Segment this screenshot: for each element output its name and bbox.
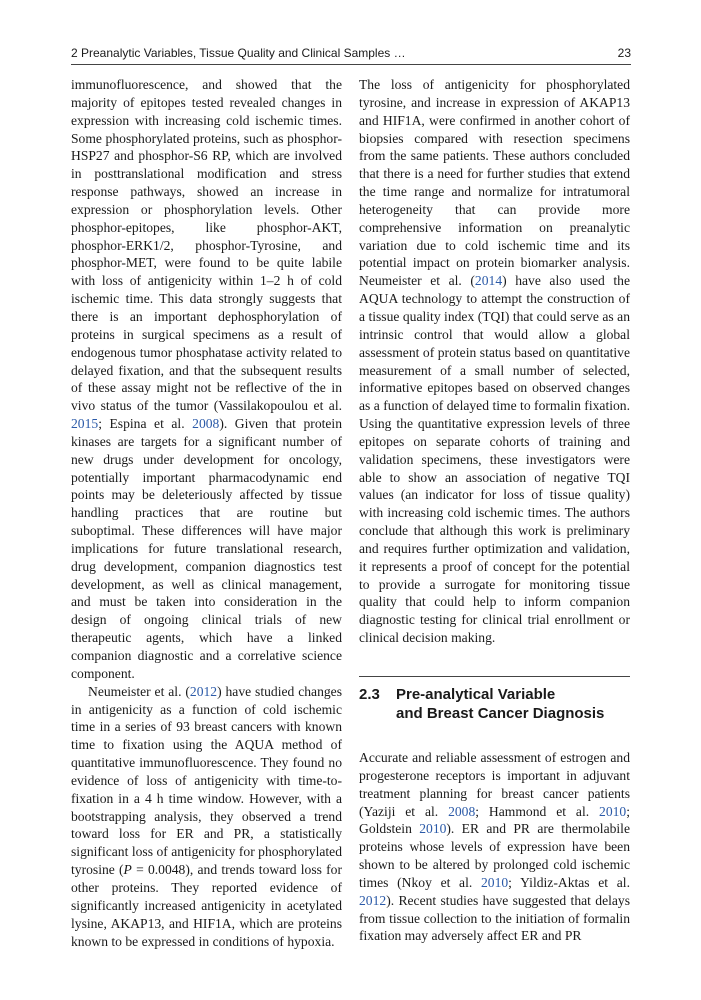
text-run: ; Espina et al. — [98, 416, 193, 432]
text-run: ; Hammond et al. — [475, 803, 600, 819]
paragraph-left-2 — [71, 683, 342, 951]
text-run: The loss of antigenicity for phosphorylated tyrosine, and increase in expression of AKAP13 and HIF1A, were confirmed in another cohort of biopsies compared with resection specimens from the same patients. These authors concluded that there is a need for further studies that extend the time range and normalize for intratumoral heterogeneity that can provide more comprehensive information on preanalytic variation due to cold ischemic time and its potential impact on protein biomarker analysis. Neumeister et al. ( — [359, 77, 630, 289]
text-run: Accurate and reliable assessment of estrogen and progesterone receptors is important in adjuvant treatment planning for breast cancer patients (Yaziji et al. — [359, 750, 630, 819]
paragraph-left-1 — [71, 76, 342, 683]
text-run: ). ER and PR are thermolabile proteins whose levels of expression have been shown to be altered by prolonged cold ischemic times (Nkoy et al. — [359, 821, 630, 890]
paragraph-right-1 — [359, 76, 630, 647]
p-value-symbol: P — [123, 862, 132, 878]
citation-link[interactable]: 2010 — [419, 821, 447, 837]
right-column — [359, 76, 630, 945]
section-title-line2: and Breast Cancer Diagnosis — [396, 705, 605, 722]
citation-link[interactable]: 2012 — [189, 683, 218, 699]
running-title: 2 Preanalytic Variables, Tissue Quality and Clinical Samples … — [71, 46, 406, 60]
text-run: Neumeister et al. ( — [88, 683, 190, 699]
section-heading — [359, 676, 630, 723]
text-run: = 0.0048), and trends toward loss for other proteins. They reported evidence of significantly increased antigenicity in acetylated lysine, AKAP13, and HIF1A, which are proteins known to be expressed in conditions of hypoxia. — [71, 862, 342, 949]
text-run: ). Recent studies have suggested that delays from tissue collection to the initiation of formalin fixation may adversely affect ER and PR — [359, 892, 630, 944]
section-title-line1: Pre-analytical Variable — [396, 686, 556, 703]
paragraph-right-2 — [359, 749, 630, 945]
page-number: 23 — [617, 46, 631, 60]
text-run: ; Goldstein — [359, 803, 630, 837]
citation-link[interactable]: 2012 — [359, 892, 387, 908]
section-number: 2.3 — [359, 686, 380, 703]
citation-link[interactable]: 2015 — [71, 416, 99, 432]
citation-link[interactable]: 2008 — [448, 803, 476, 819]
citation-link[interactable]: 2014 — [474, 273, 503, 289]
citation-link[interactable]: 2010 — [480, 874, 509, 890]
text-run: ; Yildiz-Aktas et al. — [508, 874, 630, 890]
citation-link[interactable]: 2010 — [599, 803, 627, 819]
running-header — [71, 44, 631, 65]
text-run: immunofluorescence, and showed that the majority of epitopes tested revealed changes in expression with increasing cold ischemic times. Some phosphorylated proteins, such as phosphor-HSP27 and phosphor-S6 RP, which are involved in posttranslational modification and stress response pathways, showed an increase in expression or phosphorylation levels. Other phosphor-epitopes, like phosphor-AKT, phosphor-ERK1/2, phosphor-Tyrosine, and phosphor-MET, were found to be quite labile with loss of antigenicity within 1–2 h of cold ischemic time. This data strongly suggests that there is an important dephosphorylation of proteins in surgical specimens as a result of endogenous tumor phosphatase activity related to delayed fixation, and that the subsequent results of these assay might not be reflective of the in vivo status of the tumor (Vassilakopoulou et al. — [71, 77, 342, 414]
text-run: ) have also used the AQUA technology to attempt the construction of a tissue quality index (TQI) that could serve as an intrinsic control that would allow a global assessment of protein status based on quantitative measurement of a small number of selected, informative epitopes based on observed changes as a function of delayed time to formalin fixation. Using the quantitative expression levels of three epitopes on separate cohorts of training and validation specimens, these investigators were able to show an association of negative TQI values (an indicator for loss of tissue quality) with increasing cold ischemic times. The authors conclude that although this work is preliminary and requires further optimization and validation, it represents a proof of concept for the potential to provide a surrogate for monitoring tissue quality that could help to inform companion diagnostic testing for clinical trial enrollment or clinical decision making. — [359, 273, 630, 646]
citation-link[interactable]: 2008 — [192, 416, 220, 432]
text-run: ). Given that protein kinases are targets for a significant number of new drugs under development for oncology, potentially important pharmacodynamic end points may be deleteriously affected by tissue handling practices that are routine but suboptimal. These differences will have major implications for future translational research, drug development, companion diagnostics test development, as well as clinical management, and must be taken into consideration in the design of ongoing clinical trials of new therapeutic agents, which have a linked companion diagnostic and a correlative science component. — [71, 416, 343, 681]
text-run: ) have studied changes in antigenicity as a function of cold ischemic time in a series of 93 breast cancers with known time to fixation using the AQUA method of quantitative immunofluorescence. They found no evidence of loss of antigenicity with time-to-fixation in a 4 h time window. However, with a bootstrapping analysis, they observed a trend toward loss for ER and PR, a statistically significant loss of antigenicity for phosphorylated tyrosine ( — [71, 683, 342, 878]
left-column — [71, 76, 342, 950]
